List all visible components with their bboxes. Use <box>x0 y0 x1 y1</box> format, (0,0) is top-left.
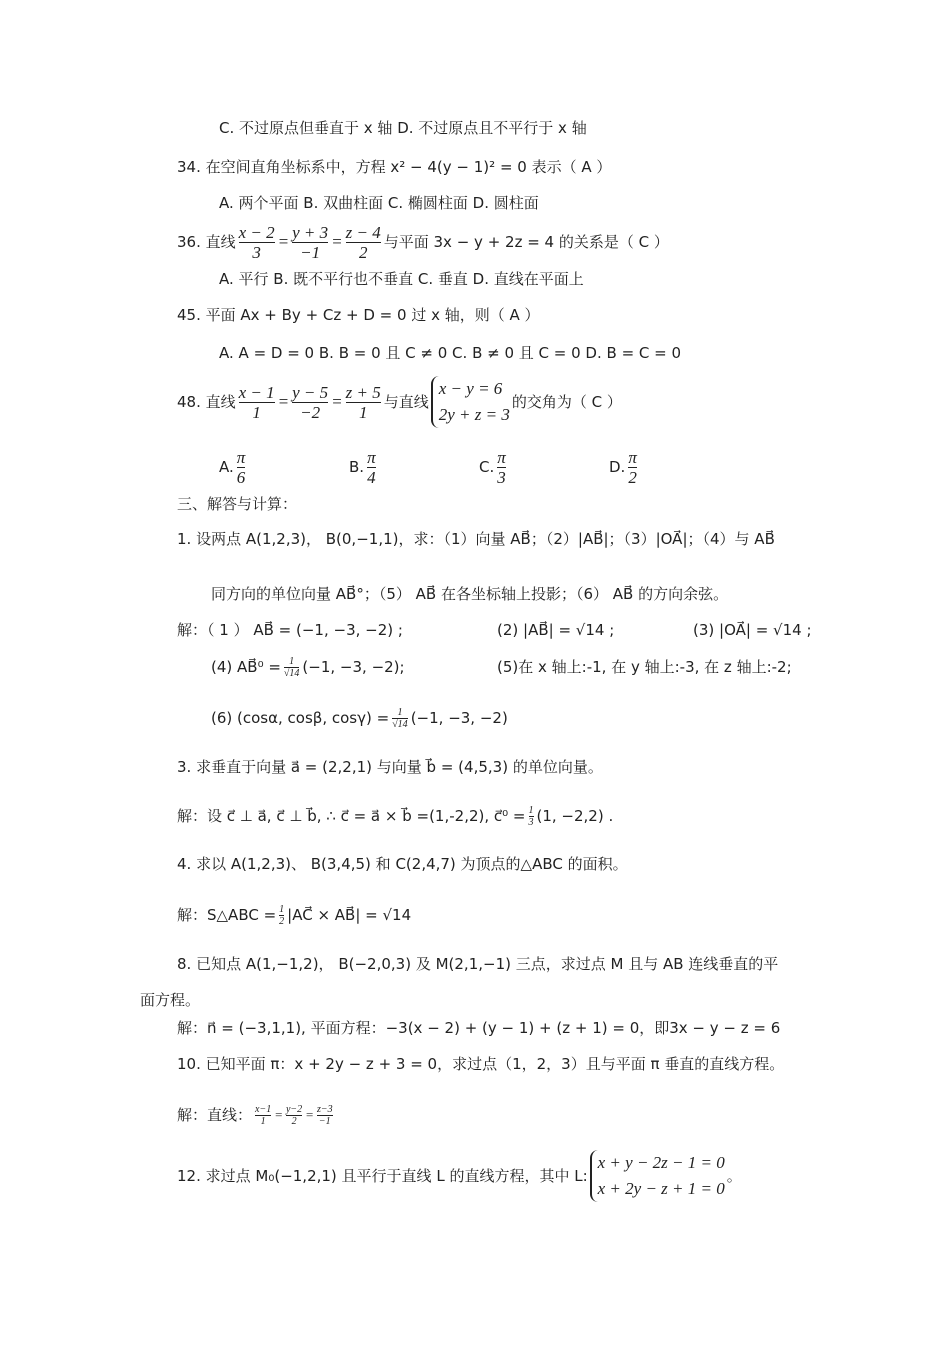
question-8: 8. 已知点 A(1,−1,2)， B(−2,0,3) 及 M(2,1,−1) 三点，求过点 M 且与 AB 连线垂直的平 <box>177 955 779 973</box>
question-48: 48. 直线 $\frac{x - 1}{1}$ = $\frac{y - 5}{-2}$ = $\frac{z + 5}{1}$ 与直线 x − y = 6 2y + z = 3 的交角为（ C ） <box>177 376 622 428</box>
question-1-cont: 同方向的单位向量 AB⃗°；（5） AB⃗ 在各坐标轴上投影；（6） AB⃗ 的方向余弦。 <box>211 585 729 603</box>
fraction: $\frac{y + 3}{-1}$ <box>292 222 329 262</box>
question-48-options: A. $\frac{\pi}{6}$ B. $\frac{\pi}{4}$ C. $\frac{\pi}{3}$ D. $\frac{\pi}{2}$ <box>219 447 637 487</box>
answer-10: 解：直线： $\frac{x-1}{1}$ = $\frac{y-2}{2}$ = $\frac{z-3}{-1}$ <box>177 1103 333 1127</box>
question-1: 1. 设两点 A(1,2,3)， B(0,−1,1)，求：（1）向量 AB⃗；（2）|AB⃗|；（3）|OA⃗|；（4）与 AB⃗ <box>177 530 775 548</box>
question-36-options: A. 平行 B. 既不平行也不垂直 C. 垂直 D. 直线在平面上 <box>219 270 584 288</box>
question-3: 3. 求垂直于向量 a⃗ = (2,2,1) 与向量 b⃗ = (4,5,3) 的单位向量。 <box>177 758 603 776</box>
fraction: $\frac{z - 4}{2}$ <box>345 222 381 262</box>
fraction: $\frac{z + 5}{1}$ <box>345 382 381 422</box>
fraction: $\frac{y-2}{2}$ <box>285 1103 303 1127</box>
fraction: $\frac{y - 5}{-2}$ <box>292 382 329 422</box>
section-heading: 三、解答与计算： <box>177 495 298 513</box>
answer-1-3: (3) |OA⃗| = √14 ; <box>693 621 812 639</box>
question-8-cont: 面方程。 <box>140 991 201 1009</box>
answer-1-6: (6) (cosα, cosβ, cosγ) = $\frac{1}{√14}$ (−1, −3, −2) <box>211 706 508 730</box>
question-45: 45. 平面 Ax + By + Cz + D = 0 过 x 轴，则（ A ） <box>177 306 540 324</box>
answer-1-2: (2) |AB⃗| = √14 ; <box>497 621 615 639</box>
question-34: 34. 在空间直角坐标系中，方程 x² − 4(y − 1)² = 0 表示（ A ） <box>177 158 612 176</box>
answer-8: 解：n⃗ = (−3,1,1), 平面方程：−3(x − 2) + (y − 1) + (z + 1) = 0，即3x − y − z = 6 <box>177 1019 781 1037</box>
fraction: $\frac{1}{√14}$ <box>283 655 300 679</box>
question-12: 12. 求过点 M₀(−1,2,1) 且平行于直线 L 的直线方程，其中 L: x + y − 2z − 1 = 0 x + 2y − z + 1 = 0 。 <box>177 1148 742 1204</box>
question-36: 36. 直线 $\frac{x - 2}{3}$ = $\frac{y + 3}{-1}$ = $\frac{z - 4}{2}$ 与平面 3x − y + 2z = 4 的关系是（ C ） <box>177 222 669 262</box>
answer-1-4: (4) AB⃗⁰ = $\frac{1}{√14}$ (−1, −3, −2); <box>211 655 405 679</box>
fraction: $\frac{z-3}{-1}$ <box>316 1103 333 1127</box>
question-34-options: A. 两个平面 B. 双曲柱面 C. 椭圆柱面 D. 圆柱面 <box>219 194 539 212</box>
equation-system: x + y − 2z − 1 = 0 x + 2y − z + 1 = 0 <box>590 1150 725 1202</box>
answer-3: 解：设 c⃗ ⊥ a⃗, c⃗ ⊥ b⃗, ∴ c⃗ = a⃗ × b⃗ =(1,-2,2), c⃗⁰ = $\frac{1}{3}$ (1, −2,2) . <box>177 804 614 828</box>
fraction: $\frac{1}{2}$ <box>279 903 285 927</box>
fraction: $\frac{x - 1}{1}$ <box>238 382 275 422</box>
answer-1-1: 解：（ 1 ） AB⃗ = (−1, −3, −2) ; <box>177 621 403 639</box>
question-10: 10. 已知平面 π：x + 2y − z + 3 = 0，求过点（1，2，3）且与平面 π 垂直的直线方程。 <box>177 1055 785 1073</box>
equation-system: x − y = 6 2y + z = 3 <box>431 376 510 428</box>
question-4: 4. 求以 A(1,2,3)、 B(3,4,5) 和 C(2,4,7) 为顶点的△ABC 的面积。 <box>177 855 628 873</box>
fraction: $\frac{1}{√14}$ <box>392 706 408 730</box>
option-line-c-d: C. 不过原点但垂直于 x 轴 D. 不过原点且不平行于 x 轴 <box>219 119 587 137</box>
answer-1-5: (5)在 x 轴上:-1, 在 y 轴上:-3, 在 z 轴上:-2; <box>497 658 792 676</box>
fraction: $\frac{1}{3}$ <box>528 804 534 828</box>
answer-4: 解：S△ABC = $\frac{1}{2}$ |AC⃗ × AB⃗| = √14 <box>177 903 412 927</box>
question-45-options: A. A = D = 0 B. B = 0 且 C ≠ 0 C. B ≠ 0 且 C = 0 D. B = C = 0 <box>219 344 682 362</box>
fraction: $\frac{x - 2}{3}$ <box>238 222 275 262</box>
fraction: $\frac{x-1}{1}$ <box>255 1103 272 1127</box>
